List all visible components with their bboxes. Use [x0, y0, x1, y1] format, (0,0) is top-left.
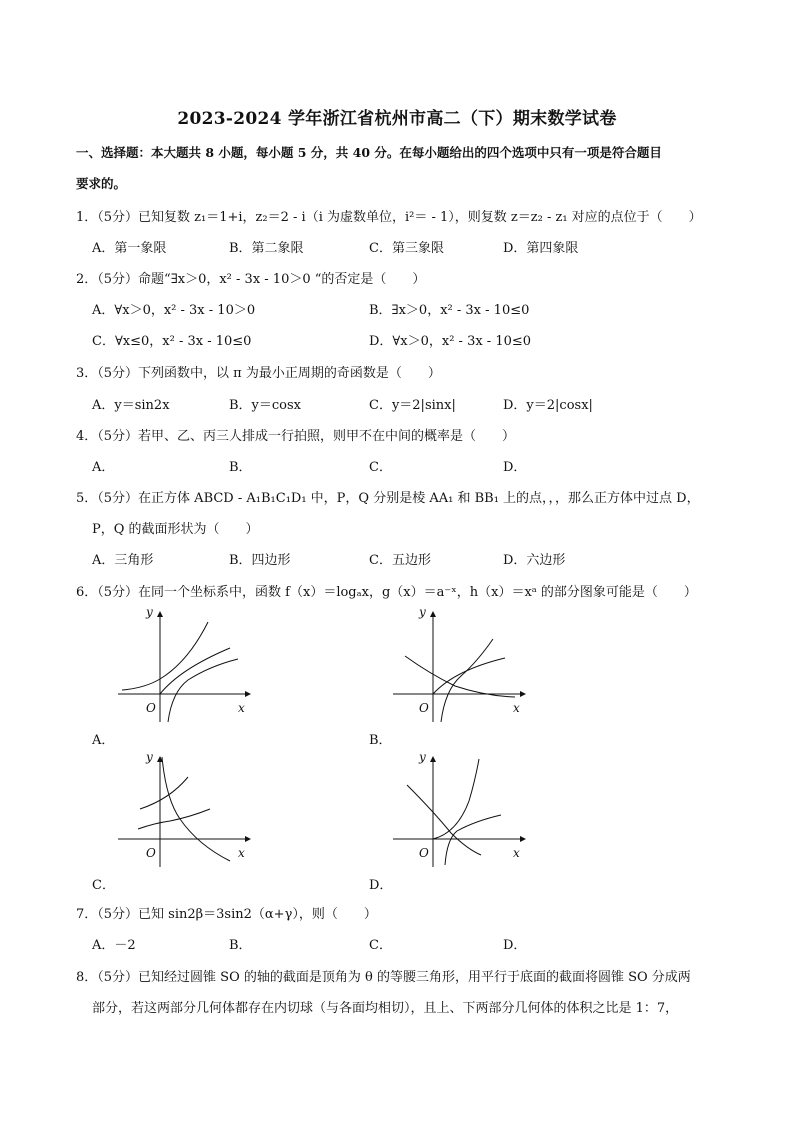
- q7-option-c[interactable]: C．: [369, 938, 392, 953]
- section-heading-line2: 要求的。: [76, 176, 127, 191]
- q2-option-a[interactable]: A．∀x＞0，x² - 3x - 10＞0: [92, 303, 256, 318]
- graph-b: [385, 604, 535, 724]
- curve-exp: [407, 785, 481, 855]
- q2-option-c[interactable]: C．∀x≤0，x² - 3x - 10≤0: [92, 334, 252, 349]
- q3-option-a[interactable]: A．y＝sin2x: [92, 398, 170, 413]
- page-title: 2023-2024 学年浙江省杭州市高二（下）期末数学试卷: [177, 109, 617, 129]
- question-2: 2．（5分）命题“∃x＞0，x² - 3x - 10＞0 “的否定是（ ）: [76, 272, 426, 287]
- graph-c: [110, 749, 260, 869]
- question-8-cont: 部分，若这两部分几何体都存在内切球（与各面均相切），且上、下两部分几何体的体积之比是 1：7，: [92, 1001, 679, 1016]
- q4-option-b[interactable]: B．: [229, 460, 252, 475]
- q7-option-a[interactable]: A．－2: [92, 938, 136, 953]
- q4-option-c[interactable]: C．: [369, 460, 392, 475]
- q1-option-b[interactable]: B．第二象限: [229, 241, 304, 256]
- q3-option-c[interactable]: C．y＝2|sinx|: [369, 398, 456, 413]
- q7-option-b[interactable]: B．: [229, 938, 252, 953]
- curve-power: [433, 658, 505, 694]
- x-label: x: [513, 701, 520, 715]
- question-8: 8．（5分）已知经过圆锥 SO 的轴的截面是顶角为 θ 的等腰三角形，用平行于底面的截面将圆锥 SO 分成两: [76, 970, 691, 985]
- q1-option-c[interactable]: C．第三象限: [369, 241, 444, 256]
- curve-power: [140, 777, 188, 809]
- q5-option-b[interactable]: B．四边形: [229, 553, 291, 568]
- q5-option-a[interactable]: A．三角形: [92, 553, 154, 568]
- question-1: 1．（5分）已知复数 z₁＝1+i，z₂＝2 - i（i 为虚数单位，i²＝ - 1），则复数 z＝z₂ - z₁ 对应的点位于（ ）: [76, 210, 702, 225]
- question-3: 3．（5分）下列函数中，以 π 为最小正周期的奇函数是（ ）: [76, 366, 441, 381]
- origin-label: O: [419, 701, 429, 715]
- x-label: x: [238, 846, 245, 860]
- section-heading: [76, 137, 726, 199]
- y-label: y: [419, 605, 426, 619]
- q6-option-d[interactable]: D．: [369, 878, 393, 893]
- origin-label: O: [146, 846, 156, 860]
- y-label: y: [419, 750, 426, 764]
- curve-log: [162, 757, 230, 861]
- y-label: y: [146, 605, 153, 619]
- q6-option-a[interactable]: A．: [92, 733, 115, 748]
- graph-d: [385, 749, 535, 869]
- q1-option-d[interactable]: D．第四象限: [503, 241, 579, 256]
- origin-label: O: [419, 846, 429, 860]
- q1-option-a[interactable]: A．第一象限: [92, 241, 167, 256]
- q2-option-d[interactable]: D．∀x＞0，x² - 3x - 10≤0: [369, 334, 532, 349]
- origin-label: O: [146, 701, 156, 715]
- curve-log: [168, 659, 238, 722]
- section-heading-line1: 一、选择题：本大题共 8 小题，每小题 5 分，共 40 分。在每小题给出的四个选项中只有一项是符合题目: [76, 145, 662, 160]
- graph-a: [110, 604, 260, 724]
- q4-option-a[interactable]: A．: [92, 460, 115, 475]
- question-6: 6．（5分）在同一个坐标系中，函数 f（x）＝logₐx，g（x）＝a⁻ˣ，h（x）＝xᵃ 的部分图象可能是（ ）: [76, 585, 697, 600]
- q2-option-b[interactable]: B．∃x＞0，x² - 3x - 10≤0: [369, 303, 530, 318]
- question-5: 5．（5分）在正方体 ABCD - A₁B₁C₁D₁ 中，P，Q 分别是棱 AA₁ 和 BB₁ 上的点，，，那么正方体中过点 D，: [76, 491, 700, 506]
- x-label: x: [513, 846, 520, 860]
- curve-exp: [122, 622, 208, 690]
- q3-option-b[interactable]: B．y＝cosx: [229, 398, 302, 413]
- q6-option-c[interactable]: C．: [92, 878, 115, 893]
- x-label: x: [238, 701, 245, 715]
- curve-power: [433, 759, 479, 839]
- q4-option-d[interactable]: D．: [503, 460, 527, 475]
- q5-option-d[interactable]: D．六边形: [503, 553, 566, 568]
- q6-option-b[interactable]: B．: [369, 733, 392, 748]
- curve-exp: [138, 809, 210, 829]
- q7-option-d[interactable]: D．: [503, 938, 527, 953]
- question-7: 7．（5分）已知 sin2β＝3sin2（α+γ），则（ ）: [76, 907, 377, 922]
- q3-option-d[interactable]: D．y＝2|cosx|: [503, 398, 593, 413]
- question-5-cont: P，Q 的截面形状为（ ）: [92, 522, 259, 537]
- curve-log: [445, 815, 501, 865]
- question-4: 4．（5分）若甲、乙、丙三人排成一行拍照，则甲不在中间的概率是（ ）: [76, 429, 516, 444]
- q5-option-c[interactable]: C．五边形: [369, 553, 431, 568]
- y-label: y: [146, 750, 153, 764]
